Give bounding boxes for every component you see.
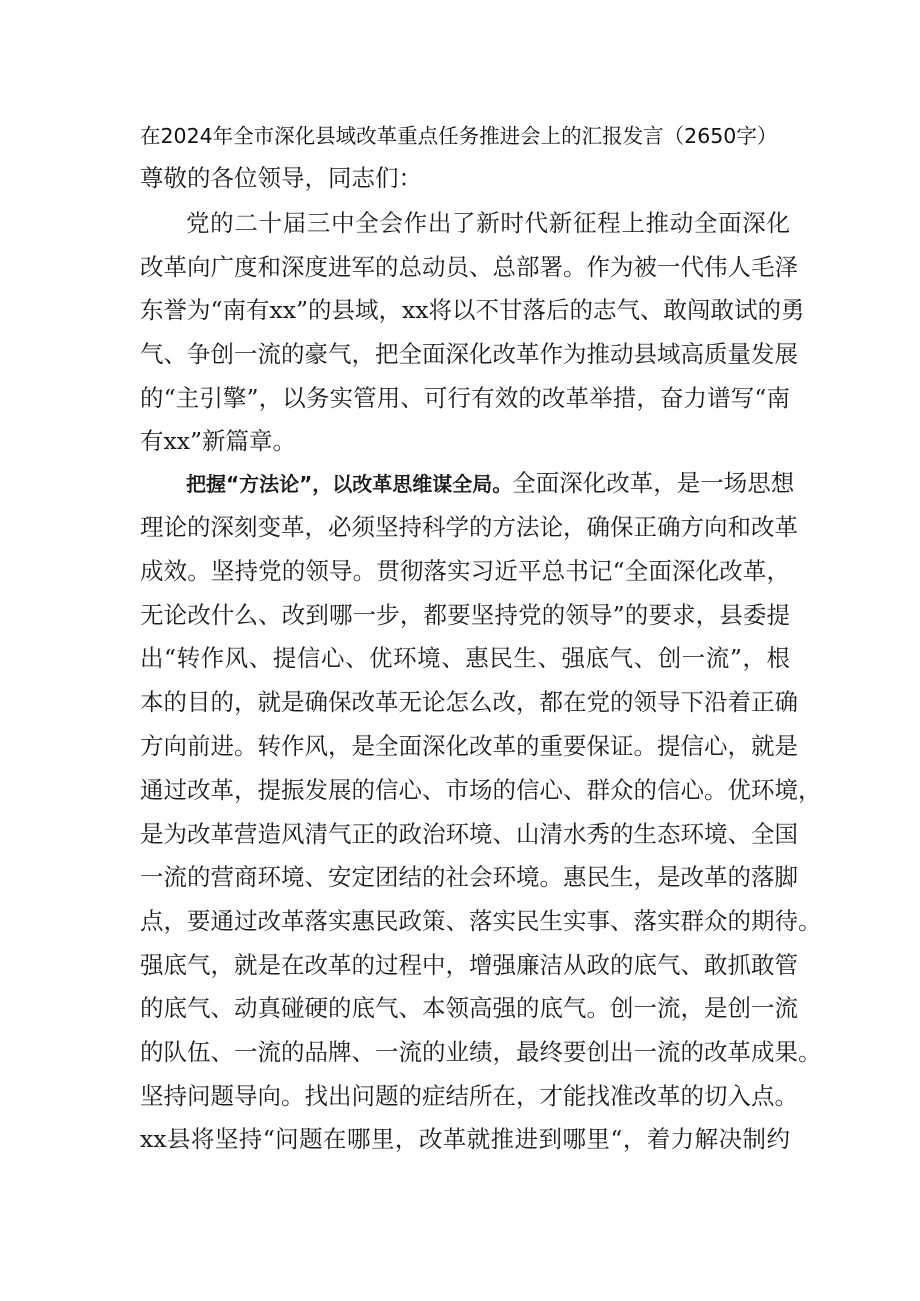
paragraph-1-line-2: 改革向广度和深度进军的总动员、总部署。作为被一代伟人毛泽	[140, 253, 798, 281]
paragraph-2-line-15: 坚持问题导向。找出问题的症结所在，才能找准改革的切入点。	[140, 1082, 798, 1110]
paragraph-2-line-3: 成效。坚持党的领导。贯彻落实习近平总书记“全面深化改革，	[140, 557, 790, 585]
paragraph-2-line-12: 强底气，就是在改革的过程中，增强廉洁从政的底气、敢抓敢管	[140, 951, 798, 979]
paragraph-2-line-9: 是为改革营造风清气正的政治环境、山清水秀的生态环境、全国	[140, 820, 798, 848]
document-title: 在2024年全市深化县域改革重点任务推进会上的汇报发言（2650字）	[140, 124, 778, 148]
paragraph-2-line-2: 理论的深刻变革，必须坚持科学的方法论，确保正确方向和改革	[140, 513, 798, 541]
paragraph-2-line-1	[186, 465, 795, 502]
paragraph-2-line-10: 一流的营商环境、安定团结的社会环境。惠民生，是改革的落脚	[140, 863, 798, 891]
paragraph-2-line-6: 本的目的，就是确保改革无论怎么改，都在党的领导下沿着正确	[140, 688, 798, 716]
paragraph-2-line-8: 通过改革，提振发展的信心、市场的信心、群众的信心。优环境，	[140, 776, 822, 804]
paragraph-1-line-4: 气、争创一流的豪气，把全面深化改革作为推动县域高质量发展	[140, 340, 798, 368]
paragraph-2-line-1-text: 全面深化改革，是一场思想	[512, 469, 795, 497]
paragraph-2-line-11: 点，要通过改革落实惠民政策、落实民生实事、落实群众的期待。	[140, 907, 822, 935]
paragraph-2-line-5: 出“转作风、提信心、优环境、惠民生、强底气、创一流”，根	[140, 644, 790, 672]
paragraph-2-line-14: 的队伍、一流的品牌、一流的业绩，最终要创出一流的改革成果。	[140, 1038, 822, 1066]
paragraph-1-line-6: 有xx”新篇章。	[140, 427, 297, 455]
paragraph-1-line-3: 东誉为“南有xx”的县域，xx将以不甘落后的志气、敢闯敢试的勇	[140, 296, 805, 324]
paragraph-2-lead: 把握“方法论”，以改革思维谋全局。	[186, 472, 513, 496]
paragraph-2-line-16: xx县将坚持“问题在哪里，改革就推进到哪里“，着力解决制约	[140, 1125, 790, 1153]
greeting-line: 尊敬的各位领导，同志们：	[140, 164, 422, 192]
paragraph-2-line-4: 无论改什么、改到哪一步，都要坚持党的领导”的要求，县委提	[140, 601, 790, 629]
paragraph-1-line-1: 党的二十届三中全会作出了新时代新征程上推动全面深化	[186, 209, 790, 237]
paragraph-2-line-13: 的底气、动真碰硬的底气、本领高强的底气。创一流，是创一流	[140, 994, 798, 1022]
paragraph-1-line-5: 的“主引擎”，以务实管用、可行有效的改革举措，奋力谱写“南	[140, 384, 790, 412]
paragraph-2-line-7: 方向前进。转作风，是全面深化改革的重要保证。提信心，就是	[140, 732, 798, 760]
